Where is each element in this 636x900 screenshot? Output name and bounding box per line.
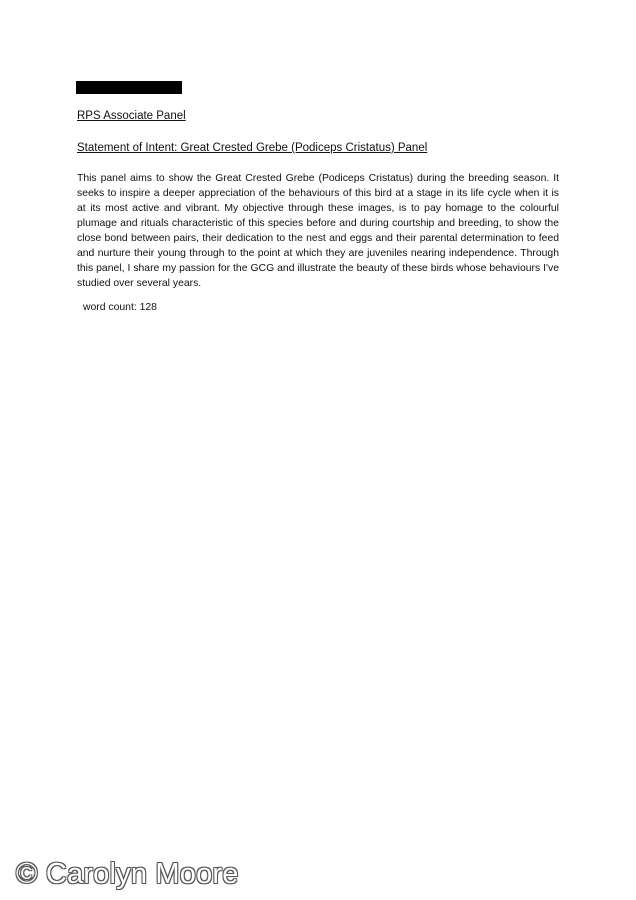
statement-body: This panel aims to show the Great Crested Grebe (Podiceps Cristatus) during the breeding season. It seeks to inspire a deeper appreciation of the behaviours of this bird at a stage in its life cycle when it is at its most active and vibrant. My objective through these images, is to pay homage to the colourful plumage and rituals characteristic of this species before and during courtship and breeding, to show the close bond between pairs, their dedication to the nest and eggs and their parental determination to feed and nurture their young through to the point at which they are juveniles nearing independence. Through this panel, I share my passion for the GCG and illustrate the beauty of these birds whose behaviours I've studied over several years.: [77, 173, 559, 289]
redacted-name-block: [76, 81, 182, 94]
statement-heading: Statement of Intent: Great Crested Grebe (Podiceps Cristatus) Panel: [77, 142, 428, 154]
word-count: word count: 128: [83, 302, 157, 313]
panel-heading: RPS Associate Panel: [77, 110, 186, 122]
copyright-watermark: © Carolyn Moore: [16, 858, 239, 890]
